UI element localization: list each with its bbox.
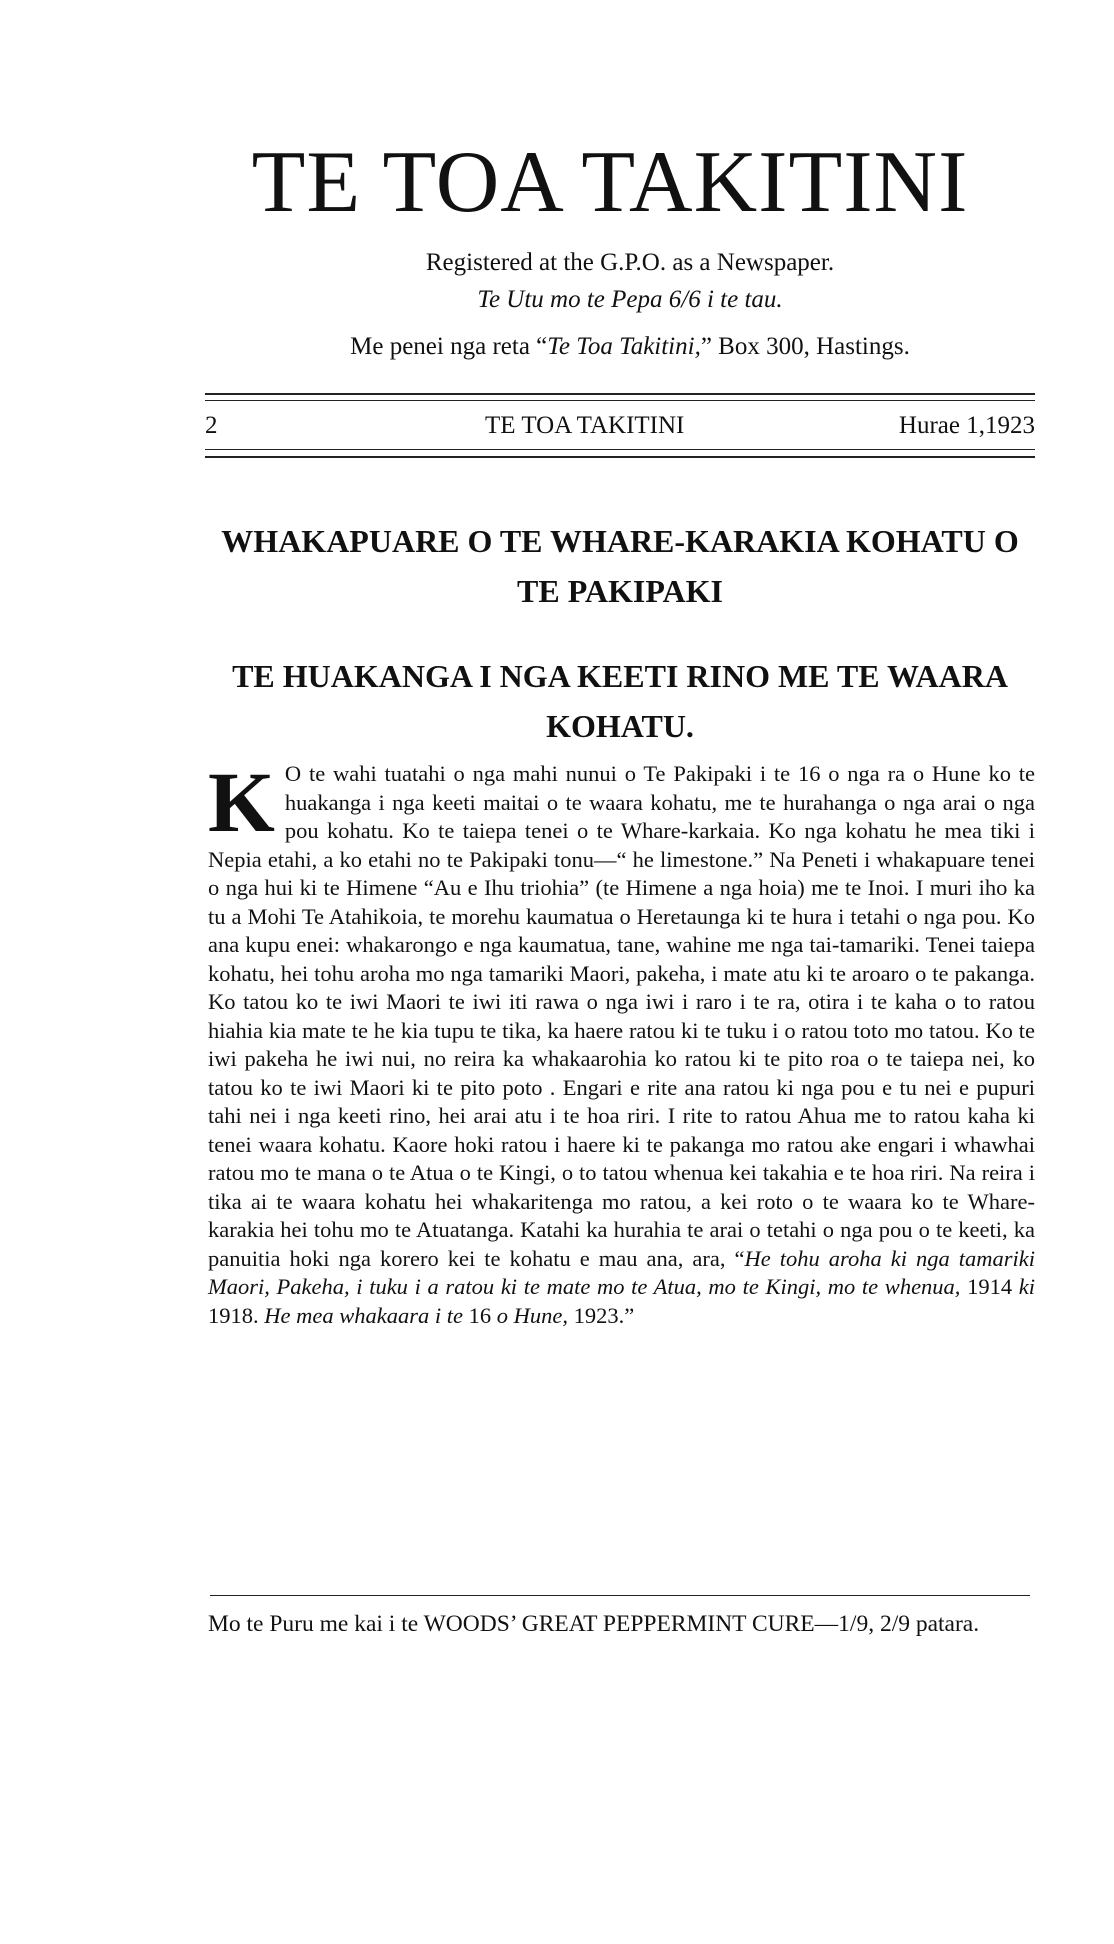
page-number: 2 (205, 412, 218, 439)
folio-line (205, 409, 1035, 443)
inscription-day: 16 (462, 1302, 497, 1328)
article-headline: WHAKAPUARE O TE WHARE-KARAKIA KOHATU O TE PAKIPAKI (221, 523, 1019, 609)
address-line (200, 330, 1060, 364)
article-subheadline: TE HUAKANGA I NGA KEETI RINO ME TE WAARA KOHATU. (232, 658, 1008, 744)
issue-date: Hurae 1,1923 (898, 412, 1035, 439)
address-prefix: Me penei nga reta “ (350, 333, 548, 360)
inscription-part3: He mea whakaara i te (264, 1302, 463, 1328)
masthead-title: TE TOA TAKITINI (251, 134, 969, 231)
address-suffix: ” Box 300, Hastings. (700, 333, 910, 360)
folio-rule-bottom-2 (205, 456, 1035, 458)
advertisement-rule (210, 1595, 1030, 1596)
drop-cap: K (208, 754, 275, 850)
advertisement-text: Mo te Puru me kai i te WOODS’ GREAT PEPPERMINT CURE—1/9, 2/9 patara. (208, 1611, 980, 1637)
folio-rule-top-1 (205, 393, 1035, 395)
inscription-part1: He tohu aroha ki nga tamariki Maori, Pakeha, i tuku i a ratou ki te mate mo te Atua, mo te Kingi, mo te whenua, (208, 1245, 1035, 1299)
inscription-part2: ki (1018, 1274, 1036, 1299)
subscription-line: Te Utu mo te Pepa 6/6 i te tau. (477, 286, 783, 313)
folio-rule-bottom-1 (205, 449, 1035, 450)
article-body-text: O te wahi tuatahi o nga mahi nunui o Te Pakipaki i te 16 o nga ra o Hune ko te huakanga i nga keeti maitai o te waara kohatu, me te hurahanga o nga arai o nga pou kohatu. Ko te taiepa tenei o te Whare-karkaia. Ko nga kohatu he mea tiki i Nepia etahi, a ko etahi no te Pakipaki tonu—“ he limestone.” Na Peneti i whakapuare tenei o nga hui ki te Himene “Au e Ihu triohia” (te Himene a nga hoia) me te Inoi. I muri iho ka tu a Mohi Te Atahikoia, te morehu kaumatua o Heretaunga ki te hura i tetahi o nga pou. Ko ana kupu enei: whakarongo e nga kaumatua, tane, wahine me nga tai-tamariki. Tenei taiepa kohatu, hei tohu aroha mo nga tamariki Maori, pakeha, i mate atu ki te aroaro o te pakanga. Ko tatou ko te iwi Maori te iwi iti rawa o nga iwi i raro i te ra, otira i te kaha o to ratou hiahia kia mate te he kia tupu te tika, ka haere ratou ki te tuku i o ratou toto mo tatou. Ko te iwi pakeha he iwi nui, no reira ka whakaarohia ko ratou ki te pito roa o te taiepa nei, ko tatou ko te iwi Maori ki te pito poto . Engari e rite ana ratou ki nga pou e tu nei e pupuri tahi nei i nga keeti rino, hei arai atu i te hoa riri. I rite to ratou Ahua me to ratou kaha ki tenei waara kohatu. Kaore hoki ratou i haere ki te pakanga mo ratou ake engari i whawhai ratou mo te mana o te Atua o te Kingi, o to tatou whenua kei takahia e te hoa riri. Na reira i tika ai te waara kohatu hei whakaritenga mo ratou, a kei roto o te waara ko te Whare-karakia hei tohu mo te Atuatanga. Katahi ka hurahia te arai o tetahi o nga pou o te keeti, ka panuitia hoki nga korero kei te kohatu e mau ana, ara, “ (208, 761, 1035, 1271)
registration-line: Registered at the G.P.O. as a Newspaper. (425, 249, 835, 276)
folio-paper-title: TE TOA TAKITINI (485, 412, 685, 439)
article-body (208, 754, 1036, 1330)
inscription-part4: o Hune, (496, 1302, 568, 1328)
inscription-year1: 1914 (960, 1274, 1019, 1299)
inscription-year3: 1923.” (567, 1302, 635, 1328)
inscription-year2: 1918. (208, 1302, 265, 1328)
address-paper-name: Te Toa Takitini, (547, 333, 701, 360)
folio-rule-top-2 (205, 400, 1035, 401)
